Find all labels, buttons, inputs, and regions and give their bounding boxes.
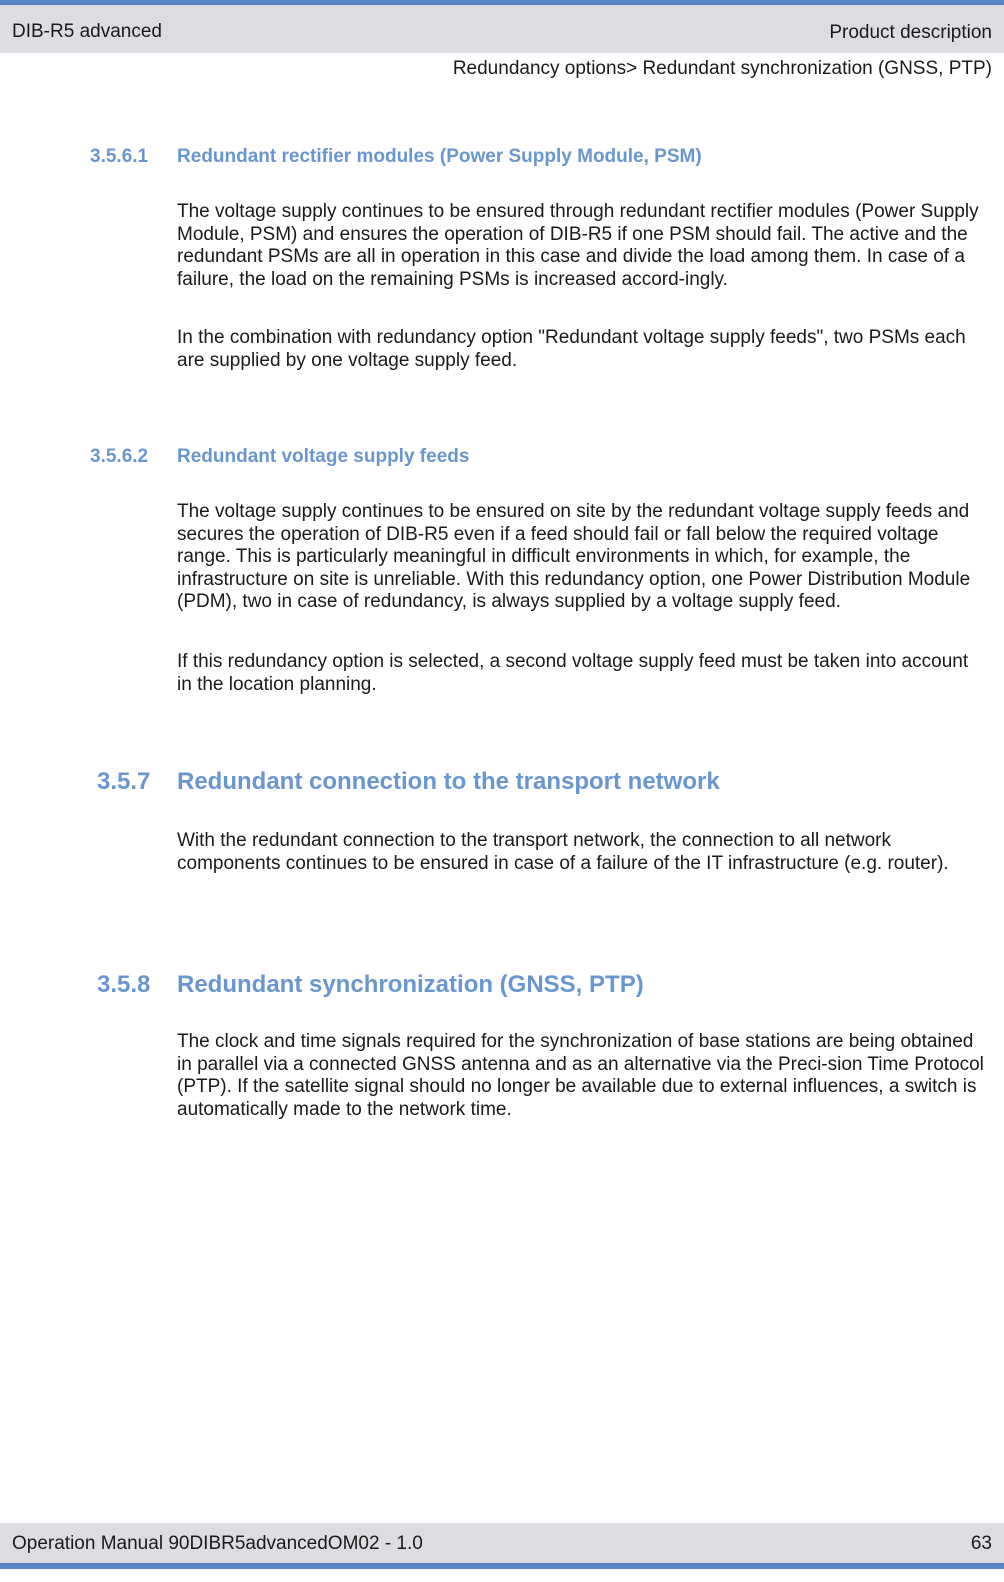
footer-manual-id: Operation Manual 90DIBR5advancedOM02 - 1.0: [12, 1533, 423, 1554]
section-number: 3.5.6.2: [90, 446, 149, 467]
body-paragraph: In the combination with redundancy option "Redundant voltage supply feeds", two PSMs each are supplied by one voltage supply feed.: [177, 327, 966, 371]
section-number: 3.5.8: [97, 971, 151, 998]
section-number: 3.5.7: [97, 768, 151, 795]
header-section-name: Product description: [829, 22, 992, 43]
section-title: Redundant voltage supply feeds: [177, 446, 470, 467]
page-header: [0, 5, 1004, 53]
page-footer: [0, 1523, 1004, 1563]
body-paragraph: The voltage supply continues to be ensured through redundant rectifier modules (Power Supply Module, PSM) and ensures the operation of DIB-R5 if one PSM should fail. The active and the redundant PSMs are all in operation in this case and divide the load among them. In case of a failure, the load on the remaining PSMs is increased accord-ingly.: [177, 201, 979, 290]
section-number: 3.5.6.1: [90, 146, 149, 167]
page-number: 63: [970, 1533, 992, 1554]
section-title: Redundant connection to the transport network: [177, 768, 720, 795]
header-product-name: DIB-R5 advanced: [12, 21, 162, 42]
section-title: Redundant rectifier modules (Power Supply Module, PSM): [177, 146, 702, 167]
body-paragraph: The voltage supply continues to be ensured on site by the redundant voltage supply feeds and secures the operation of DIB-R5 even if a feed should fail or fall below the required voltage range. This is particularly meaningful in difficult environments in which, for example, the infrastructure on site is unreliable. With this redundancy option, one Power Distribution Module (PDM), two in case of redundancy, is always supplied by a voltage supply feed.: [177, 501, 971, 612]
body-paragraph: The clock and time signals required for the synchronization of base stations are being obtained in parallel via a connected GNSS antenna and as an alternative via the Preci-sion Time Protocol (PTP). If the satellite signal should no longer be available due to external influences, a switch is automatically made to the network time.: [177, 1031, 984, 1120]
section-title: Redundant synchronization (GNSS, PTP): [177, 971, 644, 998]
breadcrumb: Redundancy options> Redundant synchronization (GNSS, PTP): [452, 58, 992, 79]
footer-bottom-rule: [0, 1563, 1004, 1569]
body-paragraph: With the redundant connection to the transport network, the connection to all network components continues to be ensured in case of a failure of the IT infrastructure (e.g. router).: [177, 830, 949, 874]
body-paragraph: If this redundancy option is selected, a second voltage supply feed must be taken into account in the location planning.: [177, 651, 969, 695]
